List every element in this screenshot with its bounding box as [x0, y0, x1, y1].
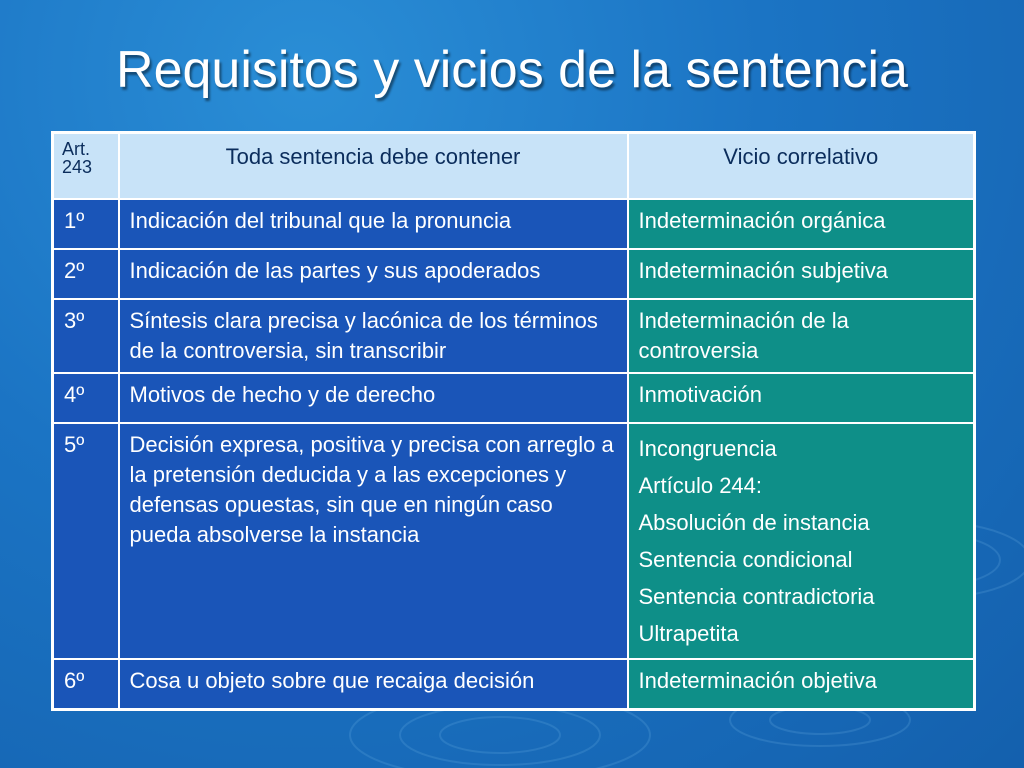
- requisito-cell: Cosa u objeto sobre que recaiga decisión: [119, 659, 628, 710]
- requisito-cell: Decisión expresa, positiva y precisa con arreglo a la pretensión deducida y a las excepciones y defensas opuestas, sin que en ningún caso pueda absolverse la instancia: [119, 423, 628, 659]
- vicio-cell: Inmotivación: [628, 373, 975, 423]
- vicio-item: Incongruencia: [638, 436, 777, 461]
- vicio-cell: Indeterminación de la controversia: [628, 299, 975, 373]
- vicio-item: Sentencia condicional: [638, 547, 853, 572]
- table-row: [53, 373, 975, 423]
- vicio-item: Ultrapetita: [638, 621, 739, 646]
- header-requisito: Toda sentencia debe contener: [119, 133, 628, 200]
- vicio-item: Sentencia contradictoria: [638, 584, 875, 609]
- requisito-cell: Indicación del tribunal que la pronuncia: [119, 199, 628, 249]
- table-row: [53, 199, 975, 249]
- vicio-item: Artículo 244:: [638, 473, 763, 498]
- table-row: [53, 249, 975, 299]
- table-row: [53, 659, 975, 710]
- requisito-cell: Síntesis clara precisa y lacónica de los términos de la controversia, sin transcribir: [119, 299, 628, 373]
- header-article: Art. 243: [53, 133, 119, 200]
- vicio-cell: Indeterminación subjetiva: [628, 249, 975, 299]
- row-number: 6º: [53, 659, 119, 710]
- table-row: [53, 299, 975, 373]
- slide-title: Requisitos y vicios de la sentencia: [116, 41, 908, 99]
- requisito-cell: Indicación de las partes y sus apoderados: [119, 249, 628, 299]
- row-number: 3º: [53, 299, 119, 373]
- requisito-cell: Motivos de hecho y de derecho: [119, 373, 628, 423]
- vicio-cell: [628, 423, 975, 659]
- row-number: 4º: [53, 373, 119, 423]
- table-header-row: [53, 133, 975, 200]
- requisitos-table: [51, 131, 976, 711]
- row-number: 1º: [53, 199, 119, 249]
- vicio-cell: Indeterminación objetiva: [628, 659, 975, 710]
- row-number: 5º: [53, 423, 119, 659]
- row-number: 2º: [53, 249, 119, 299]
- vicio-cell: Indeterminación orgánica: [628, 199, 975, 249]
- vicio-item: Absolución de instancia: [638, 510, 870, 535]
- header-vicio: Vicio correlativo: [628, 133, 975, 200]
- table-row: [53, 423, 975, 659]
